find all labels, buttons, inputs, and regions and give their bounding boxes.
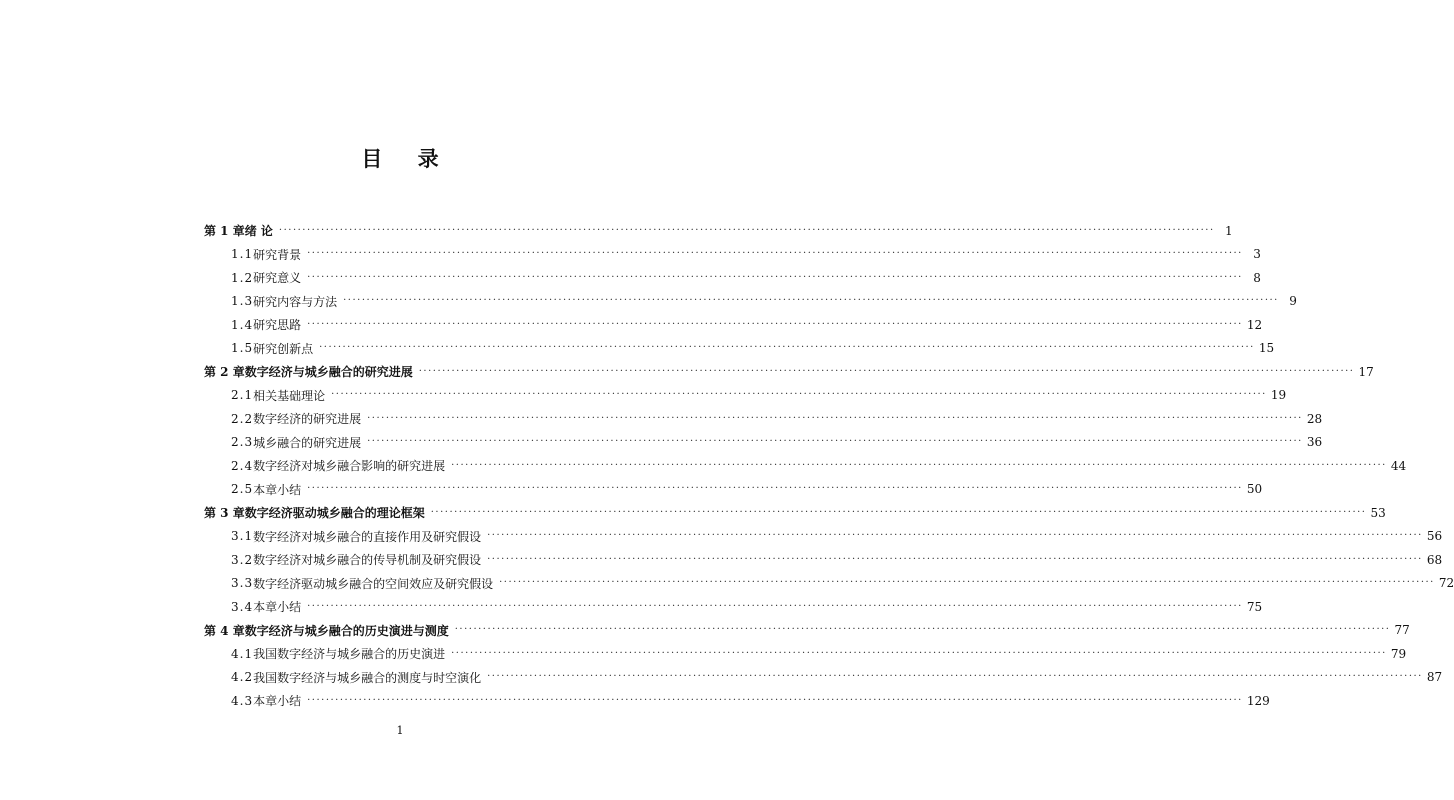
toc-entry-number: 4.2 bbox=[231, 670, 254, 685]
toc-page-number: 12 bbox=[1246, 317, 1263, 332]
dot-leader: ········································································································································································································ bbox=[307, 318, 1243, 330]
dot-leader: ········································································································································································································ bbox=[343, 295, 1279, 307]
toc-entry-title: 数字经济对城乡融合影响的研究进展 bbox=[253, 459, 446, 474]
toc-chapter-row bbox=[204, 360, 1374, 384]
toc-page-number: 3 bbox=[1253, 247, 1261, 262]
toc-section-row bbox=[204, 313, 1263, 337]
toc-entry-number: 1.3 bbox=[231, 294, 254, 309]
toc-entry-title: 研究背景 bbox=[253, 247, 302, 262]
toc-entry-title: 研究创新点 bbox=[253, 341, 314, 356]
toc-entry-title: 相关基础理论 bbox=[253, 388, 326, 403]
dot-leader: ········································································································································································································ bbox=[307, 600, 1243, 612]
dot-leader: ········································································································································································································ bbox=[307, 271, 1243, 283]
page-title: 目 录 bbox=[361, 146, 453, 171]
toc-chapter-row bbox=[204, 619, 1410, 643]
toc-entry-title: 研究意义 bbox=[253, 271, 302, 286]
toc-entry-title: 我国数字经济与城乡融合的历史演进 bbox=[253, 647, 446, 662]
toc-entry-number: 4.1 bbox=[231, 646, 254, 661]
toc-section-row bbox=[204, 548, 1443, 572]
toc-page-number: 72 bbox=[1438, 576, 1454, 591]
toc-page-number: 79 bbox=[1390, 646, 1407, 661]
toc-entry-number: 第 2 章 bbox=[204, 365, 245, 380]
dot-leader: ········································································································································································································ bbox=[307, 483, 1243, 495]
toc-section-row bbox=[204, 525, 1443, 549]
dot-leader: ········································································································································································································ bbox=[307, 248, 1243, 260]
toc-entry-number: 4.3 bbox=[231, 693, 254, 708]
toc-entry-title: 数字经济驱动城乡融合的理论框架 bbox=[244, 506, 425, 521]
toc-entry-number: 第 3 章 bbox=[204, 506, 245, 521]
dot-leader: ········································································································································································································ bbox=[487, 553, 1423, 565]
toc-entry-title: 数字经济对城乡融合的直接作用及研究假设 bbox=[253, 529, 482, 544]
page-number: 1 bbox=[396, 724, 404, 737]
toc-page-number: 36 bbox=[1306, 435, 1323, 450]
toc-entry-number: 3.1 bbox=[231, 529, 254, 544]
toc-entry-title: 绪 论 bbox=[244, 224, 273, 239]
toc-entry-number: 3.3 bbox=[231, 576, 254, 591]
toc-entry-title: 我国数字经济与城乡融合的测度与时空演化 bbox=[253, 670, 482, 685]
toc-entry-number: 2.3 bbox=[231, 435, 254, 450]
toc-page-number: 44 bbox=[1390, 458, 1407, 473]
toc-page-number: 77 bbox=[1394, 623, 1410, 638]
toc-entry-title: 数字经济与城乡融合的研究进展 bbox=[244, 365, 413, 380]
toc-entry-title: 城乡融合的研究进展 bbox=[253, 435, 362, 450]
dot-leader: ········································································································································································································ bbox=[319, 342, 1255, 354]
toc-chapter-row bbox=[204, 219, 1233, 243]
toc-section-row bbox=[204, 595, 1263, 619]
toc-page-number: 8 bbox=[1253, 270, 1261, 285]
toc-entry-title: 数字经济驱动城乡融合的空间效应及研究假设 bbox=[253, 576, 494, 591]
toc-entry-number: 2.1 bbox=[231, 388, 254, 403]
toc-page-number: 9 bbox=[1289, 294, 1297, 309]
toc-section-row bbox=[204, 431, 1323, 455]
toc-page-number: 50 bbox=[1246, 482, 1263, 497]
toc-entry-title: 本章小结 bbox=[253, 600, 302, 615]
toc-page-number: 68 bbox=[1426, 552, 1443, 567]
dot-leader: ········································································································································································································ bbox=[451, 459, 1387, 471]
toc-entry-number: 2.2 bbox=[231, 411, 254, 426]
dot-leader: ········································································································································································································ bbox=[307, 694, 1243, 706]
dot-leader: ········································································································································································································ bbox=[367, 412, 1303, 424]
toc-entry-number: 2.4 bbox=[231, 458, 254, 473]
toc-section-row bbox=[204, 290, 1297, 314]
toc-entry-title: 研究思路 bbox=[253, 318, 302, 333]
toc-entry-title: 数字经济对城乡融合的传导机制及研究假设 bbox=[253, 553, 482, 568]
dot-leader: ········································································································································································································ bbox=[367, 436, 1303, 448]
toc-entry-number: 1.1 bbox=[231, 247, 254, 262]
dot-leader: ········································································································································································································ bbox=[278, 224, 1215, 236]
dot-leader: ········································································································································································································ bbox=[430, 506, 1367, 518]
toc-entry-number: 2.5 bbox=[231, 482, 254, 497]
toc-page-number: 75 bbox=[1246, 599, 1263, 614]
toc-entry-title: 数字经济与城乡融合的历史演进与测度 bbox=[244, 623, 449, 638]
toc-entry-title: 本章小结 bbox=[253, 482, 302, 497]
toc-entry-number: 第 1 章 bbox=[204, 224, 245, 239]
toc-section-row bbox=[204, 384, 1287, 408]
toc-entry-number: 1.2 bbox=[231, 270, 254, 285]
toc-entry-title: 数字经济的研究进展 bbox=[253, 412, 362, 427]
toc-section-row bbox=[204, 478, 1263, 502]
toc-entry-number: 1.5 bbox=[231, 341, 254, 356]
toc-section-row bbox=[204, 243, 1261, 267]
toc-section-row bbox=[204, 666, 1443, 690]
toc-page-number: 15 bbox=[1258, 341, 1275, 356]
dot-leader: ········································································································································································································ bbox=[418, 365, 1355, 377]
toc-section-row bbox=[204, 266, 1261, 290]
toc-page-number: 28 bbox=[1306, 411, 1323, 426]
dot-leader: ········································································································································································································ bbox=[487, 530, 1423, 542]
toc-entry-number: 3.4 bbox=[231, 599, 254, 614]
dot-leader: ········································································································································································································ bbox=[499, 577, 1435, 589]
toc-page-number: 129 bbox=[1246, 693, 1270, 708]
dot-leader: ········································································································································································································ bbox=[487, 671, 1423, 683]
toc-entry-number: 3.2 bbox=[231, 552, 254, 567]
toc-page-number: 17 bbox=[1358, 364, 1374, 379]
table-of-contents bbox=[204, 219, 1454, 713]
toc-section-row bbox=[204, 337, 1275, 361]
toc-section-row bbox=[204, 642, 1407, 666]
toc-page-number: 19 bbox=[1270, 388, 1287, 403]
dot-leader: ········································································································································································································ bbox=[454, 624, 1391, 636]
toc-section-row bbox=[204, 407, 1323, 431]
toc-page-number: 53 bbox=[1370, 505, 1386, 520]
dot-leader: ········································································································································································································ bbox=[451, 647, 1387, 659]
dot-leader: ········································································································································································································ bbox=[331, 389, 1267, 401]
toc-page-number: 1 bbox=[1225, 223, 1233, 238]
toc-section-row bbox=[204, 689, 1270, 713]
toc-page-number: 87 bbox=[1426, 670, 1443, 685]
toc-section-row bbox=[204, 454, 1407, 478]
toc-entry-title: 研究内容与方法 bbox=[253, 294, 338, 309]
toc-chapter-row bbox=[204, 501, 1386, 525]
toc-section-row bbox=[204, 572, 1454, 596]
toc-entry-number: 1.4 bbox=[231, 317, 254, 332]
toc-entry-number: 第 4 章 bbox=[204, 623, 245, 638]
toc-entry-title: 本章小结 bbox=[253, 694, 302, 709]
toc-page-number: 56 bbox=[1426, 529, 1443, 544]
